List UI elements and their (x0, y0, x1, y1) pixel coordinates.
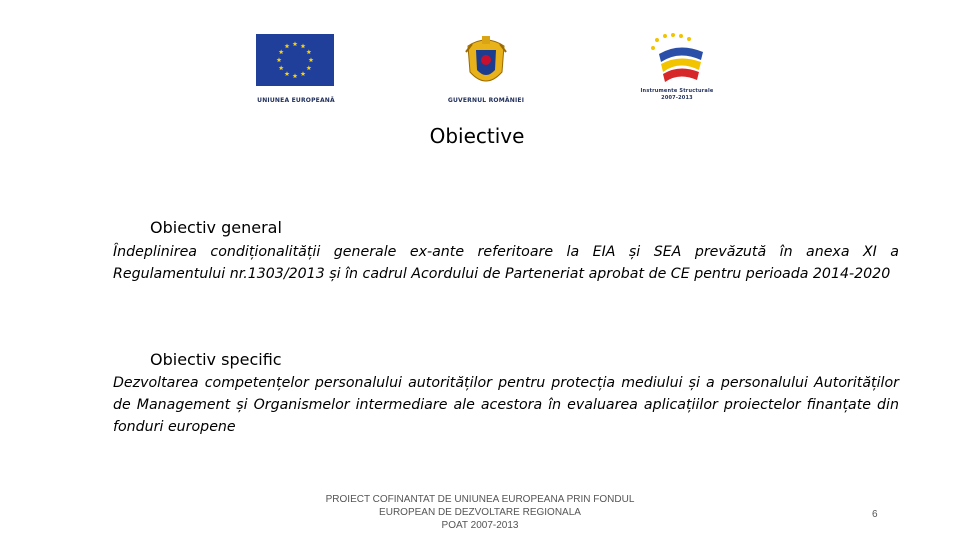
structural-instruments-caption (632, 88, 722, 102)
specific-objective-text: Dezvoltarea competențelor personalului autorităților pentru protecția mediului și a personalului Autorităților de Management și Organismelor intermediare ale acestora în evaluarea aplicațiilor proiectelor finanțate din fonduri europene (113, 375, 899, 435)
general-objective-heading: Obiectiv general (150, 218, 282, 237)
eu-logo-caption: UNIUNEA EUROPEANĂ (257, 97, 335, 104)
romanian-coat-of-arms-icon (462, 32, 510, 90)
general-objective-text: Îndeplinirea condiționalității generale ex-ante referitoare la EIA și SEA prevăzută în anexa XI a Regulamentului nr.1303/2013 și în cadrul Acordului de Parteneriat aprobat de CE pentru perioada 2014-2020 (113, 244, 899, 282)
footer-text (300, 493, 660, 532)
footer-line-2: EUROPEAN DE DEZVOLTARE REGIONALA (379, 507, 581, 518)
structural-instruments-caption-line2: 2007-2013 (661, 95, 693, 101)
structural-instruments-icon (645, 30, 709, 88)
eu-flag-icon (256, 34, 334, 86)
specific-objective-heading: Obiectiv specific (150, 350, 282, 369)
footer-line-1: PROIECT COFINANTAT DE UNIUNEA EUROPEANA PRIN FONDUL (325, 494, 635, 505)
page-title: Obiective (429, 124, 525, 148)
page-number: 6 (872, 509, 878, 520)
structural-instruments-caption-line1: Instrumente Structurale (640, 88, 714, 94)
government-logo-caption: GUVERNUL ROMÂNIEI (447, 97, 525, 104)
footer-line-3: POAT 2007-2013 (441, 520, 519, 531)
